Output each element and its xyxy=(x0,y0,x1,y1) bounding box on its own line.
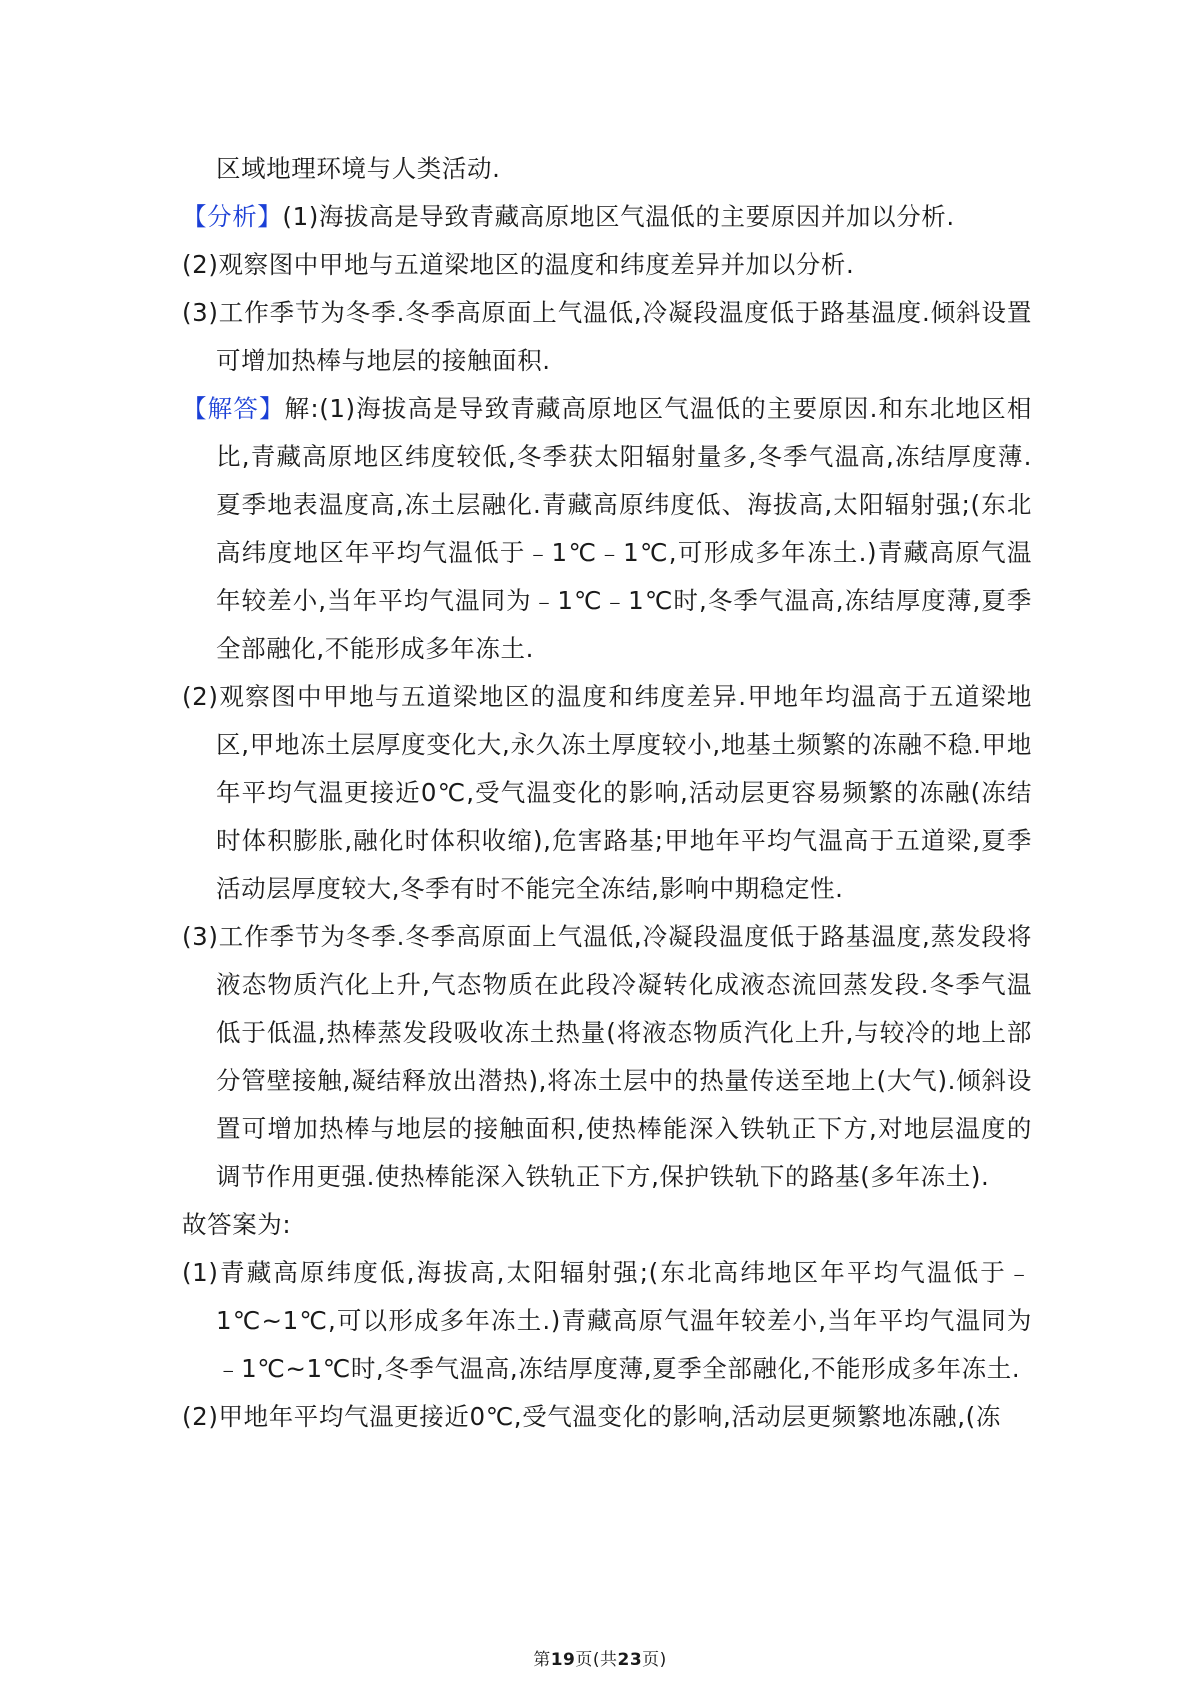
conclusion-paragraph-1: (1)青藏高原纬度低,海拔高,太阳辐射强;(东北高纬地区年平均气温低于﹣1℃~1℃,可以形成多年冻土.)青藏高原气温年较差小,当年平均气温同为﹣1℃~1℃时,冬季气温高,冻结厚度薄,夏季全部融化,不能形成多年冻土. xyxy=(182,1258,1032,1383)
answer-paragraph-2: (2)观察图中甲地与五道梁地区的温度和纬度差异.甲地年均温高于五道梁地区,甲地冻土层厚度变化大,永久冻土厚度较小,地基土频繁的冻融不稳.甲地年平均气温更接近0℃,受气温变化的影响,活动层更容易频繁的冻融(冻结时体积膨胀,融化时体积收缩),危害路基;甲地年平均气温高于五道梁,夏季活动层厚度较大,冬季有时不能完全冻结,影响中期稳定性. xyxy=(182,682,1032,903)
page-footer xyxy=(0,1645,1200,1670)
answer-paragraph-3: (3)工作季节为冬季.冬季高原面上气温低,冷凝段温度低于路基温度,蒸发段将液态物质汽化上升,气态物质在此段冷凝转化成液态流回蒸发段.冬季气温低于低温,热棒蒸发段吸收冻土热量(将液态物质汽化上升,与较冷的地上部分管壁接触,凝结释放出潜热),将冻土层中的热量传送至地上(大气).倾斜设置可增加热棒与地层的接触面积,使热棒能深入铁轨正下方,对地层温度的调节作用更强.使热棒能深入铁轨正下方,保护铁轨下的路基(多年冻土). xyxy=(182,922,1032,1191)
document-body xyxy=(182,145,1032,1441)
footer-suffix: 页) xyxy=(642,1650,667,1670)
analysis-text-1: (1)海拔高是导致青藏高原地区气温低的主要原因并加以分析. xyxy=(282,202,955,231)
conclusion-paragraph-2: (2)甲地年平均气温更接近0℃,受气温变化的影响,活动层更频繁地冻融,(冻 xyxy=(182,1402,1001,1431)
intro-line: 区域地理环境与人类活动. xyxy=(216,154,501,183)
analysis-paragraph-3: (3)工作季节为冬季.冬季高原面上气温低,冷凝段温度低于路基温度.倾斜设置可增加热棒与地层的接触面积. xyxy=(182,298,1032,375)
analysis-paragraph-1 xyxy=(182,193,1032,241)
conclusion-lead: 故答案为: xyxy=(182,1210,292,1239)
answer-text-1: 解:(1)海拔高是导致青藏高原地区气温低的主要原因.和东北地区相比,青藏高原地区纬度较低,冬季获太阳辐射量多,冬季气温高,冻结厚度薄.夏季地表温度高,冻土层融化.青藏高原纬度低、海拔高,太阳辐射强;(东北高纬度地区年平均气温低于﹣1℃﹣1℃,可形成多年冻土.)青藏高原气温年较差小,当年平均气温同为﹣1℃﹣1℃时,冬季气温高,冻结厚度薄,夏季全部融化,不能形成多年冻土. xyxy=(216,394,1032,663)
footer-prefix: 第 xyxy=(533,1650,551,1670)
footer-page-number: 19 xyxy=(550,1650,576,1670)
footer-middle: 页(共 xyxy=(575,1650,618,1670)
answer-tag: 【解答】 xyxy=(182,394,285,423)
footer-total-pages: 23 xyxy=(617,1650,643,1670)
analysis-tag: 【分析】 xyxy=(182,202,283,231)
analysis-paragraph-2: (2)观察图中甲地与五道梁地区的温度和纬度差异并加以分析. xyxy=(182,250,855,279)
answer-paragraph-1 xyxy=(182,385,1032,673)
